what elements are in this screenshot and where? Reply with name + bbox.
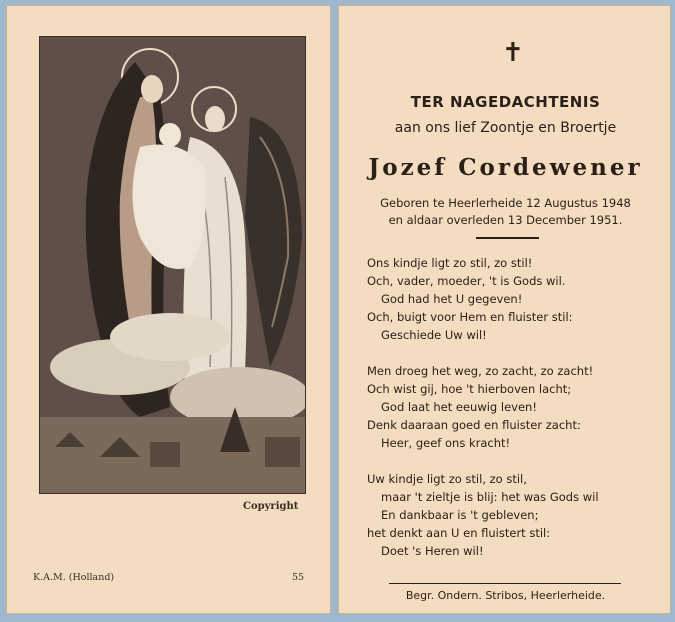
- poem-line: Och, buigt voor Hem en fluister stil:: [367, 310, 573, 324]
- publisher-label: K.A.M. (Holland): [33, 572, 115, 583]
- poem-line: Geschiede Uw wil!: [381, 328, 487, 342]
- poem-line: Doet 's Heren wil!: [381, 544, 484, 558]
- poem-line: Ons kindje ligt zo stil, zo stil!: [367, 256, 533, 270]
- poem-line: Uw kindje ligt zo stil, zo stil,: [367, 472, 527, 486]
- divider: [476, 237, 539, 239]
- poem-line: God had het U gegeven!: [381, 292, 523, 306]
- poem-line: Och wist gij, hoe 't hierboven lacht;: [367, 382, 572, 396]
- birth-line: Geboren te Heerlerheide 12 Augustus 1948: [380, 196, 631, 210]
- memorial-heading: TER NAGEDACHTENIS: [410, 93, 601, 111]
- poem-line: Men droeg het weg, zo zacht, zo zacht!: [367, 364, 594, 378]
- bottom-divider: [389, 583, 621, 584]
- death-line: en aldaar overleden 13 December 1951.: [388, 213, 623, 227]
- poem-stanza: [367, 470, 667, 560]
- poem-line: En dankbaar is 't gebleven;: [381, 508, 539, 522]
- poem-line: Heer, geef ons kracht!: [381, 436, 511, 450]
- memorial-poem: [367, 254, 667, 578]
- cross-icon: ✝: [502, 38, 524, 68]
- poem-stanza: [367, 254, 667, 344]
- copyright-label: Copyright: [243, 501, 299, 512]
- undertaker-credit: Begr. Ondern. Stribos, Heerlerheide.: [405, 589, 606, 602]
- religious-illustration: [39, 36, 306, 494]
- poem-line: Denk daaraan goed en fluister zacht:: [367, 418, 581, 432]
- deceased-name: Jozef Cordewener: [368, 154, 643, 181]
- poem-line: God laat het eeuwig leven!: [381, 400, 537, 414]
- card-number: 55: [292, 572, 305, 583]
- poem-stanza: [367, 362, 667, 452]
- poem-line: Och, vader, moeder, 't is Gods wil.: [367, 274, 566, 288]
- poem-line: maar 't zieltje is blij: het was Gods wil: [381, 490, 599, 504]
- holy-card-front: [6, 5, 331, 614]
- memorial-subheading: aan ons lief Zoontje en Broertje: [394, 120, 617, 136]
- madonna-angel-drawing: [40, 37, 306, 494]
- poem-line: het denkt aan U en fluistert stil:: [367, 526, 551, 540]
- holy-card-back: [338, 5, 671, 614]
